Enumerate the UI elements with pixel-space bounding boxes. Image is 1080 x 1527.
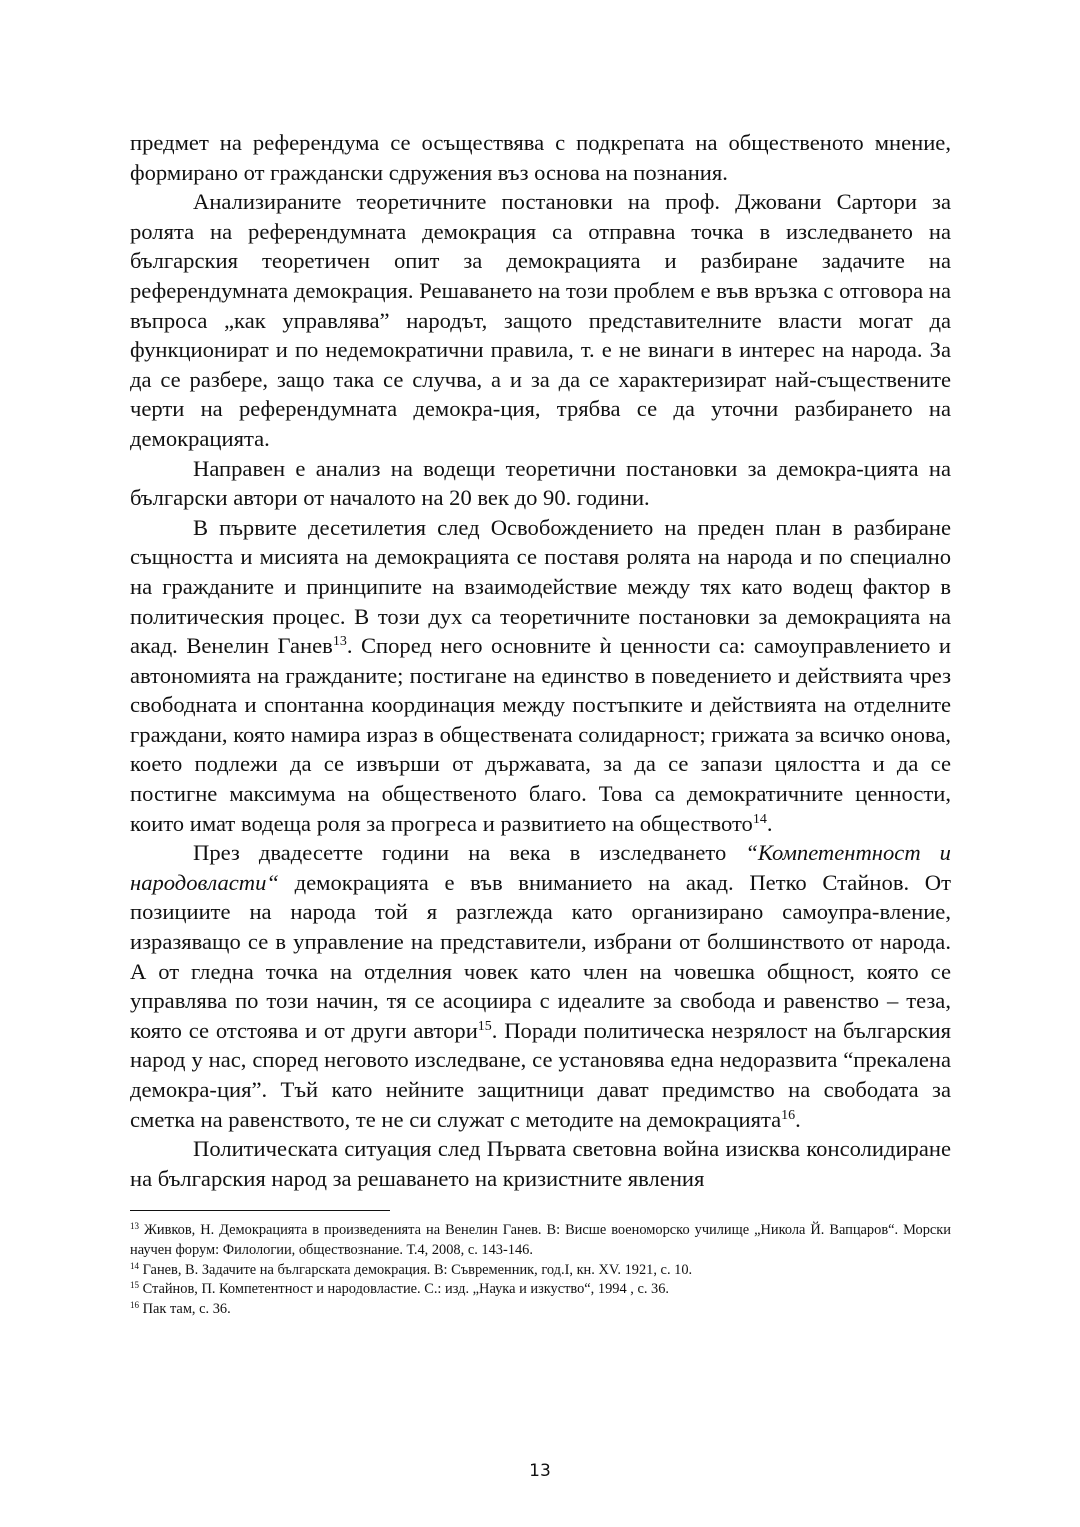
- paragraph-6-text: Политическата ситуация след Първата световна война изисква консолидиране на българския народ за решаването на кризистните явления: [130, 1136, 951, 1191]
- footnote-13: [130, 1221, 951, 1260]
- paragraph-5-text-c: демокрацията е във вниманието на акад. Петко Стайнов. От позициите на народа той я разглежда като организирано самоупра-вление, изразяващо се в управление на представители, избрани от болшинството от народа. А от гледна точка на отделния човек като член на човешка общност, която се управлява по този начин, тя се асоциира с идеалите за свобода и равенство – теза, която се отстоява и от други автори: [130, 869, 951, 1043]
- paragraph-4-text-b: . Според него основните ѝ ценности са: самоуправлението и автономията на гражданите; постигане на единство в поведението и действията чрез свободната и спонтанна координация между постъпките и действията на отделните граждани, която намира израз в обществената солидарност; грижата за всичко онова, което подлежи да се извърши от държавата, за да се запази цялостта и да се постигне максимума на общественото благо. Това са демократичните ценности, които имат водеща роля за прогреса и развитието на обществото: [130, 633, 951, 836]
- paragraph-3-text: Направен е анализ на водещи теоретични постановки за демокра-цията на български автори от началото на 20 век до 90. години.: [130, 455, 951, 511]
- footnote-text: Живков, Н. Демокрацията в произведенията на Венелин Ганев. В: Висше военоморско училище „Никола Й. Вапцаров“. Морски научен форум: Филологии, обществознание. Т.4, 2008, с. 143-146.: [130, 1222, 951, 1258]
- footnote-ref-16[interactable]: 16: [781, 1107, 796, 1123]
- paragraph-5-text-d: . Поради политическа незрялост на българския народ у нас, според неговото изследване, се установява една недоразвита “прекалена демокра-ция”. Тъй като нейните защитници дават предимство на свободата за сметка на равенството, те не си служат с методите на демокрацията: [130, 1017, 951, 1132]
- footnote-number: 14: [130, 1260, 139, 1271]
- paragraph-4: [130, 513, 951, 839]
- footnote-number: 13: [130, 1221, 139, 1232]
- footnote-text: Пак там, с. 36.: [139, 1300, 231, 1317]
- footnote-ref-15[interactable]: 15: [477, 1018, 492, 1034]
- footnote-16: [130, 1300, 951, 1320]
- footnotes: [130, 1221, 951, 1319]
- paragraph-2-text: Анализираните теоретичните постановки на проф. Джовани Сартори за ролята на референдумната демокрация са отправна точка в изследването на българския теоретичен опит за демокрацията и разбиране задачите на референдумната демокрация. Решаването на този проблем е във връзка с отговора на въпроса „как управлява” народът, защото представителните власти могат да функционират и по недемократични правила, т. е не винаги в интерес на народа. За да се разбере, защо така се случва, а и за да се характеризират най-съществените черти на референдумната демокра-ция, трябва се да уточни разбирането на демокрацията.: [130, 189, 951, 451]
- footnote-text: Стайнов, П. Компетентност и народовластие. С.: изд. „Наука и изкуство“, 1994 , с. 36.: [139, 1281, 670, 1298]
- footnote-ref-13[interactable]: 13: [332, 634, 347, 650]
- footnote-divider: [130, 1210, 390, 1211]
- paragraph-3: [130, 454, 951, 513]
- paragraph-4-text-a: В първите десетилетия след Освобождението на преден план в разбиране същността и мисията на демокрацията се поставя ролята на народа и по специално на гражданите и принципите на взаимодействие между тях като водещ фактор в политическия процес. В този дух са теоретичните постановки за демокрацията на акад. Венелин Ганев: [130, 514, 951, 659]
- paragraph-5-text-a: През двадесетте години на века в изследването: [193, 840, 746, 866]
- footnote-ref-14[interactable]: 14: [752, 811, 767, 827]
- paragraph-4-text-c: .: [766, 810, 773, 836]
- paragraph-1-text: предмет на референдума се осъществява с подкрепата на общественото мнение, формирано от граждански сдружения въз основа на познания.: [130, 130, 951, 185]
- paragraph-2: [130, 187, 951, 453]
- footnote-15: [130, 1280, 951, 1300]
- page-number: 13: [529, 1461, 551, 1481]
- paragraph-6: [130, 1134, 951, 1193]
- footnote-14: [130, 1261, 951, 1281]
- document-page: [130, 128, 951, 1319]
- paragraph-5-text-e: .: [795, 1106, 801, 1132]
- paragraph-5-italic-title: “Компетентност и народовласти“: [130, 840, 951, 895]
- paragraph-5: [130, 838, 951, 1134]
- footnote-text: Ганев, В. Задачите на българската демокрация. В: Съвременник, год.I, кн. XV. 1921, с. 10.: [139, 1261, 693, 1278]
- footnote-number: 16: [130, 1299, 139, 1310]
- paragraph-1: [130, 128, 951, 187]
- body-text: [130, 128, 951, 1193]
- footnote-number: 15: [130, 1280, 139, 1291]
